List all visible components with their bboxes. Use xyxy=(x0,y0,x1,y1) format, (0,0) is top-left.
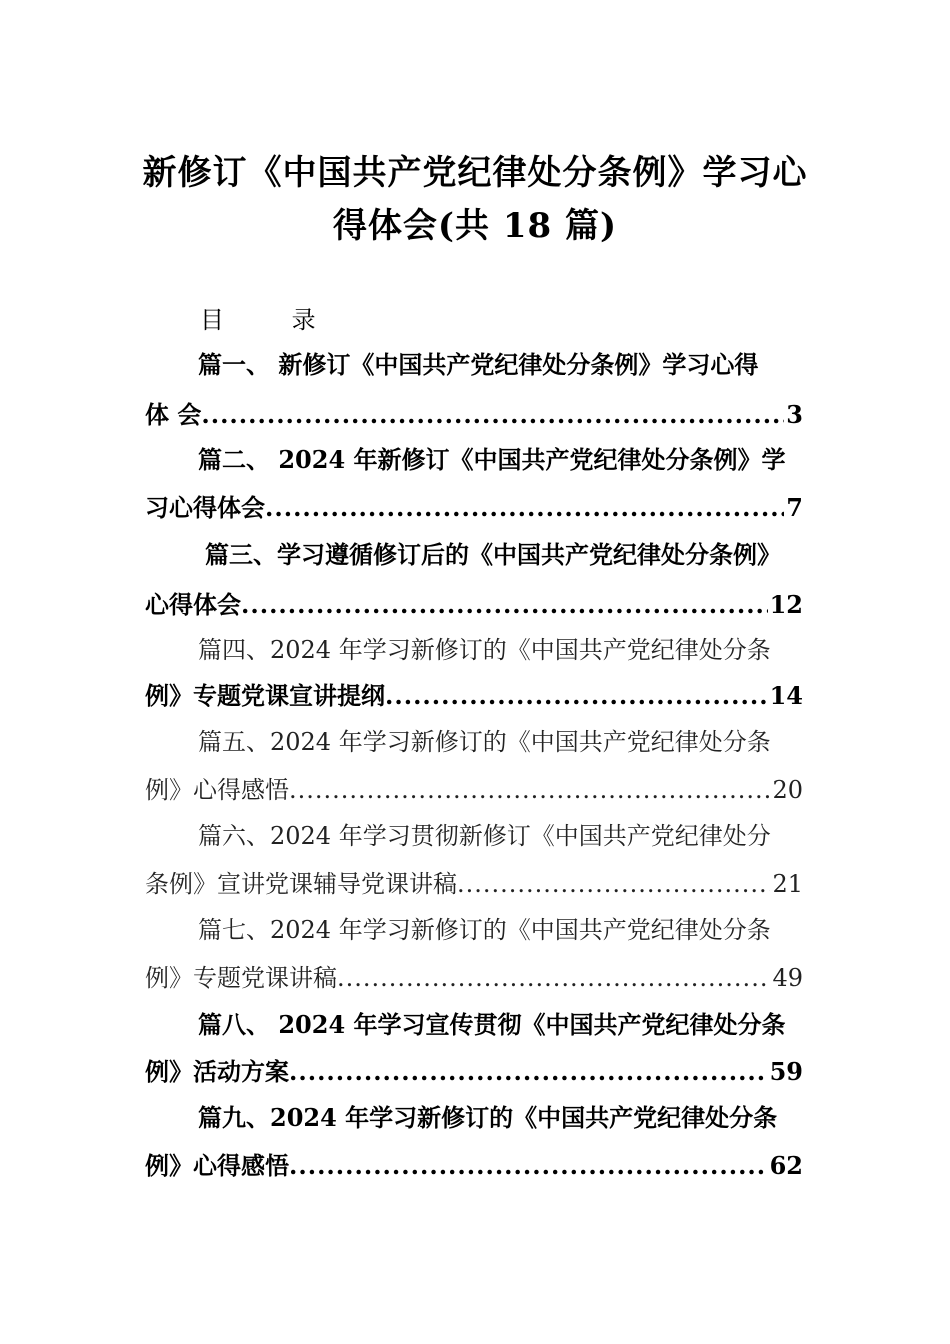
toc-entry-2-title[interactable]: 篇二、 2024 年新修订《中国共产党纪律处分条例》学 xyxy=(198,445,786,474)
toc-entry-6-leader[interactable] xyxy=(145,864,803,899)
toc-entry-6-title[interactable]: 篇六、2024 年学习贯彻新修订《中国共产党纪律处分 xyxy=(198,822,771,850)
toc-heading: 目 录 xyxy=(200,306,346,334)
toc-entry-2-page: 7 xyxy=(786,493,803,522)
toc-entry-2-leader[interactable] xyxy=(145,488,803,523)
toc-entry-8-dots xyxy=(289,1057,768,1086)
document-title-line-1: 新修订《中国共产党纪律处分条例》学习心 xyxy=(142,153,808,193)
toc-entry-9-page: 62 xyxy=(769,1151,803,1180)
toc-entry-9-title-cont: 例》心得感悟 xyxy=(145,1151,289,1180)
toc-entry-1-page: 3 xyxy=(786,400,803,429)
toc-entry-7-dots xyxy=(337,964,770,992)
toc-entry-4-page: 14 xyxy=(769,681,803,710)
toc-entry-3-dots xyxy=(241,590,768,619)
toc-entry-5-dots xyxy=(289,776,770,804)
toc-entry-8-page: 59 xyxy=(769,1057,803,1086)
toc-entry-9-title[interactable]: 篇九、2024 年学习新修订的《中国共产党纪律处分条 xyxy=(198,1103,778,1132)
toc-entry-9-dots xyxy=(289,1151,768,1180)
toc-entry-2-dots xyxy=(265,493,784,522)
toc-entry-1-leader[interactable] xyxy=(145,395,803,430)
toc-entry-7-leader[interactable] xyxy=(145,958,803,993)
toc-entry-2-title-cont: 习心得体会 xyxy=(145,493,265,522)
toc-entry-4-leader[interactable] xyxy=(145,676,803,711)
toc-entry-5-title-cont: 例》心得感悟 xyxy=(145,776,289,804)
toc-entry-1-title[interactable]: 篇一、 新修订《中国共产党纪律处分条例》学习心得 xyxy=(198,350,759,379)
toc-entry-1-title-cont: 体 会 xyxy=(145,400,202,429)
document-title-line-2: 得体会(共 18 篇) xyxy=(332,206,618,246)
toc-entry-5-leader[interactable] xyxy=(145,770,803,805)
toc-entry-4-title[interactable]: 篇四、2024 年学习新修订的《中国共产党纪律处分条 xyxy=(198,636,771,664)
toc-entry-1-dots xyxy=(201,400,784,429)
toc-entry-8-leader[interactable] xyxy=(145,1052,803,1087)
toc-entry-5-page: 20 xyxy=(772,776,803,804)
toc-entry-4-title-cont: 例》专题党课宣讲提纲 xyxy=(145,681,385,710)
toc-entry-8-title-cont: 例》活动方案 xyxy=(145,1057,289,1086)
toc-entry-6-page: 21 xyxy=(772,870,803,898)
toc-entry-5-title[interactable]: 篇五、2024 年学习新修订的《中国共产党纪律处分条 xyxy=(198,728,771,756)
toc-entry-8-title[interactable]: 篇八、 2024 年学习宣传贯彻《中国共产党纪律处分条 xyxy=(198,1010,786,1039)
toc-entry-6-title-cont: 条例》宣讲党课辅导党课讲稿 xyxy=(145,870,457,898)
toc-entry-4-dots xyxy=(385,681,768,710)
toc-entry-7-page: 49 xyxy=(772,964,803,992)
toc-entry-6-dots xyxy=(457,870,770,898)
toc-entry-3-leader[interactable] xyxy=(145,585,803,620)
toc-entry-7-title[interactable]: 篇七、2024 年学习新修订的《中国共产党纪律处分条 xyxy=(198,916,771,944)
toc-entry-7-title-cont: 例》专题党课讲稿 xyxy=(145,964,337,992)
toc-entry-9-leader[interactable] xyxy=(145,1146,803,1181)
toc-entry-3-page: 12 xyxy=(769,590,803,619)
toc-entry-3-title[interactable]: 篇三、学习遵循修订后的《中国共产党纪律处分条例》 xyxy=(205,540,781,569)
toc-entry-3-title-cont: 心得体会 xyxy=(145,590,241,619)
